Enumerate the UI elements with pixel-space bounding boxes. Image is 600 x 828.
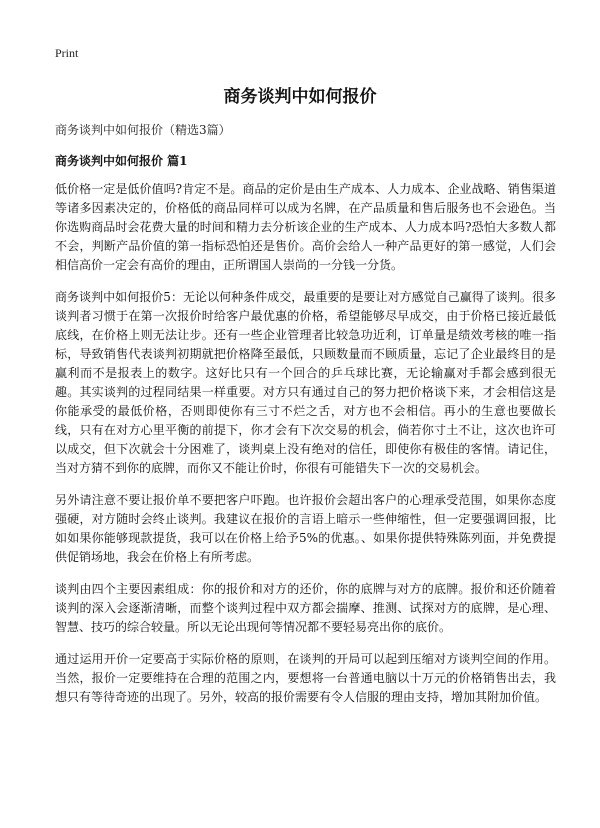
paragraph: 商务谈判中如何报价5：无论以何种条件成交，最重要的是要让对方感觉自己赢得了谈判。很多谈判者习惯于在第一次报价时给客户最优惠的价格，希望能够尽早成交，由于价格已接近最低底线，在价格上则无法让步。还有一些企业管理者比较急功近利，订单量是绩效考核的唯一指标，导致销售代表谈判初期就把价格降至最低，只顾数量而不顾质量，忘记了企业最终目的是赢利而不是报表上的数字。这好比只有一个回合的乒乓球比赛，无论输赢对手都会感到很无趣。其实谈判的过程同结果一样重要。对方只有通过自己的努力把价格谈下来，才会相信这是你能承受的最低价格，否则即使你有三寸不烂之舌，对方也不会相信。再小的生意也要做长线，只有在对方心里平衡的前提下，你才会有下次交易的机会，倘若你寸土不让，这次也许可以成交，但下次就会十分困难了，谈判桌上没有绝对的信任，即使你有极佳的客情。请记住，当对方猜不到你的底牌，而你又不能让价时，你很有可能错失下一次的交易机会。 <box>55 290 556 475</box>
paragraph: 低价格一定是低价值吗?肯定不是。商品的定价是由生产成本、人力成本、企业战略、销售渠道等诸多因素决定的，价格低的商品同样可以成为名牌，在产品质量和售后服务也不会逊色。当你选购商品时会花费大量的时间和精力去分析该企业的生产成本、人力成本吗?恐怕大多数人都不会，判断产品价值的第一指标恐怕还是售价。高价会给人一种产品更好的第一感觉，人们会相信高价一定会有高价的理由，正所谓国人崇尚的一分钱一分货。 <box>55 182 556 272</box>
document-body <box>55 180 556 720</box>
document-title: 商务谈判中如何报价 <box>223 87 377 107</box>
paragraph: 另外请注意不要让报价单不要把客户吓跑。也许报价会超出客户的心理承受范围，如果你态度强硬，对方随时会终止谈判。我建议在报价的言语上暗示一些伸缩性，但一定要强调回报，比如如果你能够现款提货，我可以在价格上给予5%的优惠。、如果你提供特殊陈列面，并免费提供促销场地，我会在价格上有所考虑。 <box>55 493 556 564</box>
section-heading: 商务谈判中如何报价 篇1 <box>55 154 188 168</box>
paragraph: 谈判由四个主要因素组成：你的报价和对方的还价，你的底牌与对方的底牌。报价和还价随着谈判的深入会逐渐清晰，而整个谈判过程中双方都会揣摩、推测、试探对方的底牌，是心理、智慧、技巧的综合较量。所以无论出现何等情况都不要轻易亮出你的底价。 <box>55 582 556 634</box>
print-label: Print <box>55 46 79 60</box>
paragraph: 通过运用开价一定要高于实际价格的原则，在谈判的开局可以起到压缩对方谈判空间的作用。当然，报价一定要维持在合理的范围之内，要想将一台普通电脑以十万元的价格销售出去，我想只有等待奇迹的出现了。另外，较高的报价需要有令人信服的理由支持，增加其附加价值。 <box>55 652 556 704</box>
document-subtitle: 商务谈判中如何报价（精选3篇） <box>55 123 231 137</box>
